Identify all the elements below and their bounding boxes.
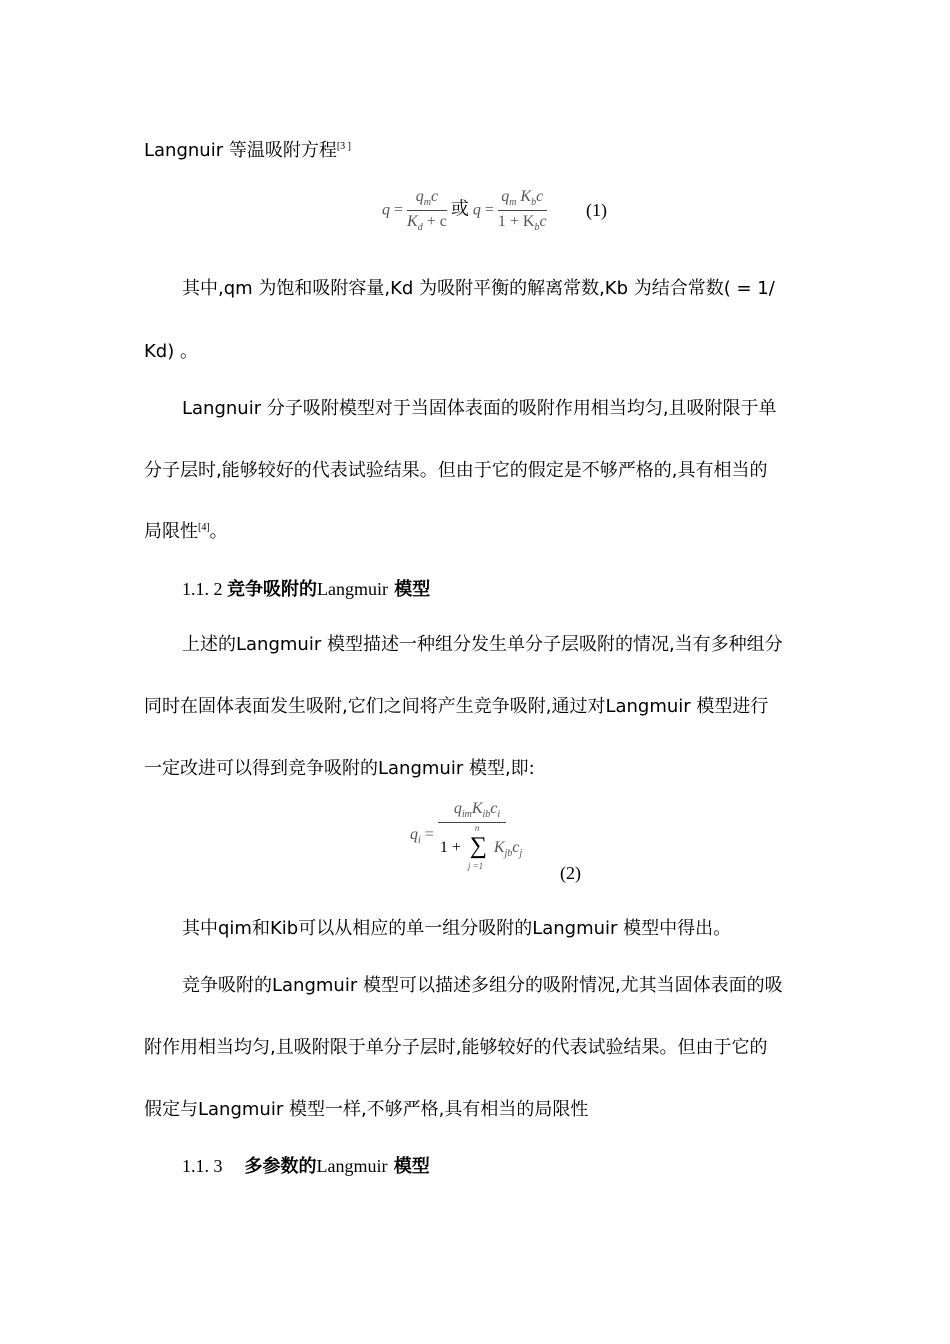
paragraph-4-line-1: 其中qim和Kib可以从相应的单一组分吸附的Langmuir 模型中得出。: [182, 918, 732, 939]
intro-text: Langnuir 等温吸附方程: [144, 140, 337, 161]
paragraph-3-line-2: 同时在固体表面发生吸附,它们之间将产生竞争吸附,通过对Langmuir 模型进行: [144, 696, 769, 717]
eq1-or: 或: [450, 198, 469, 220]
paragraph-2-line-2: 分子层时,能够较好的代表试验结果。但由于它的假定是不够严格的,具有相当的: [144, 460, 768, 481]
paragraph-3-line-3: 一定改进可以得到竞争吸附的Langmuir 模型,即:: [144, 758, 535, 779]
paragraph-5-line-1: 竞争吸附的Langmuir 模型可以描述多组分的吸附情况,尤其当固体表面的吸: [182, 975, 783, 996]
paragraph-3-line-1: 上述的Langmuir 模型描述一种组分发生单分子层吸附的情况,当有多种组分: [182, 634, 783, 655]
equation-1: q = $\frac{q_mc}{K_d + c}$ 或 q = $\frac{q_m K_bc}{1 + K_bc}$: [382, 188, 547, 234]
paragraph-2-line-1: Langnuir 分子吸附模型对于当固体表面的吸附作用相当均匀,且吸附限于单: [182, 398, 777, 419]
eq1-fraction-1: $\frac{q_mc}{K_d + c}$: [407, 188, 447, 234]
eq1-equals: =: [394, 201, 404, 219]
section-heading-1-1-2: 1.1. 2 竞争吸附的Langmuir 模型: [182, 579, 431, 600]
equation-2: $q_i$ = $q_{im}K_{ib}c_i$ 1 + ∑ n j =1 $K_{jb}c_j$: [410, 800, 523, 872]
paragraph-1-line-2: Kd) 。: [144, 341, 198, 362]
citation-ref-4: [4]: [198, 522, 210, 533]
eq1-lhs-2: q: [472, 201, 481, 219]
intro-line: [144, 138, 351, 164]
paragraph-1-line-1: 其中,qm 为饱和吸附容量,Kd 为吸附平衡的解离常数,Kb 为结合常数( = 1/: [182, 278, 775, 299]
eq1-lhs: q: [382, 201, 390, 219]
citation-ref: [3 ]: [336, 141, 352, 152]
equation-1-number: (1): [586, 200, 607, 220]
eq2-fraction: $q_{im}K_{ib}c_i$ 1 + ∑ n j =1 $K_{jb}c_j$: [439, 800, 523, 872]
eq1-fraction-2: $\frac{q_m K_bc}{1 + K_bc}$: [497, 188, 547, 234]
section-heading-1-1-3: 1.1. 3 多参数的Langmuir 模型: [182, 1156, 430, 1177]
paragraph-5-line-2: 附作用相当均匀,且吸附限于单分子层时,能够较好的代表试验结果。但由于它的: [144, 1037, 768, 1058]
paragraph-5-line-3: 假定与Langmuir 模型一样,不够严格,具有相当的局限性: [144, 1099, 589, 1120]
equation-2-number: (2): [560, 863, 581, 883]
paragraph-2-line-3: 局限性[4]。: [144, 521, 228, 542]
